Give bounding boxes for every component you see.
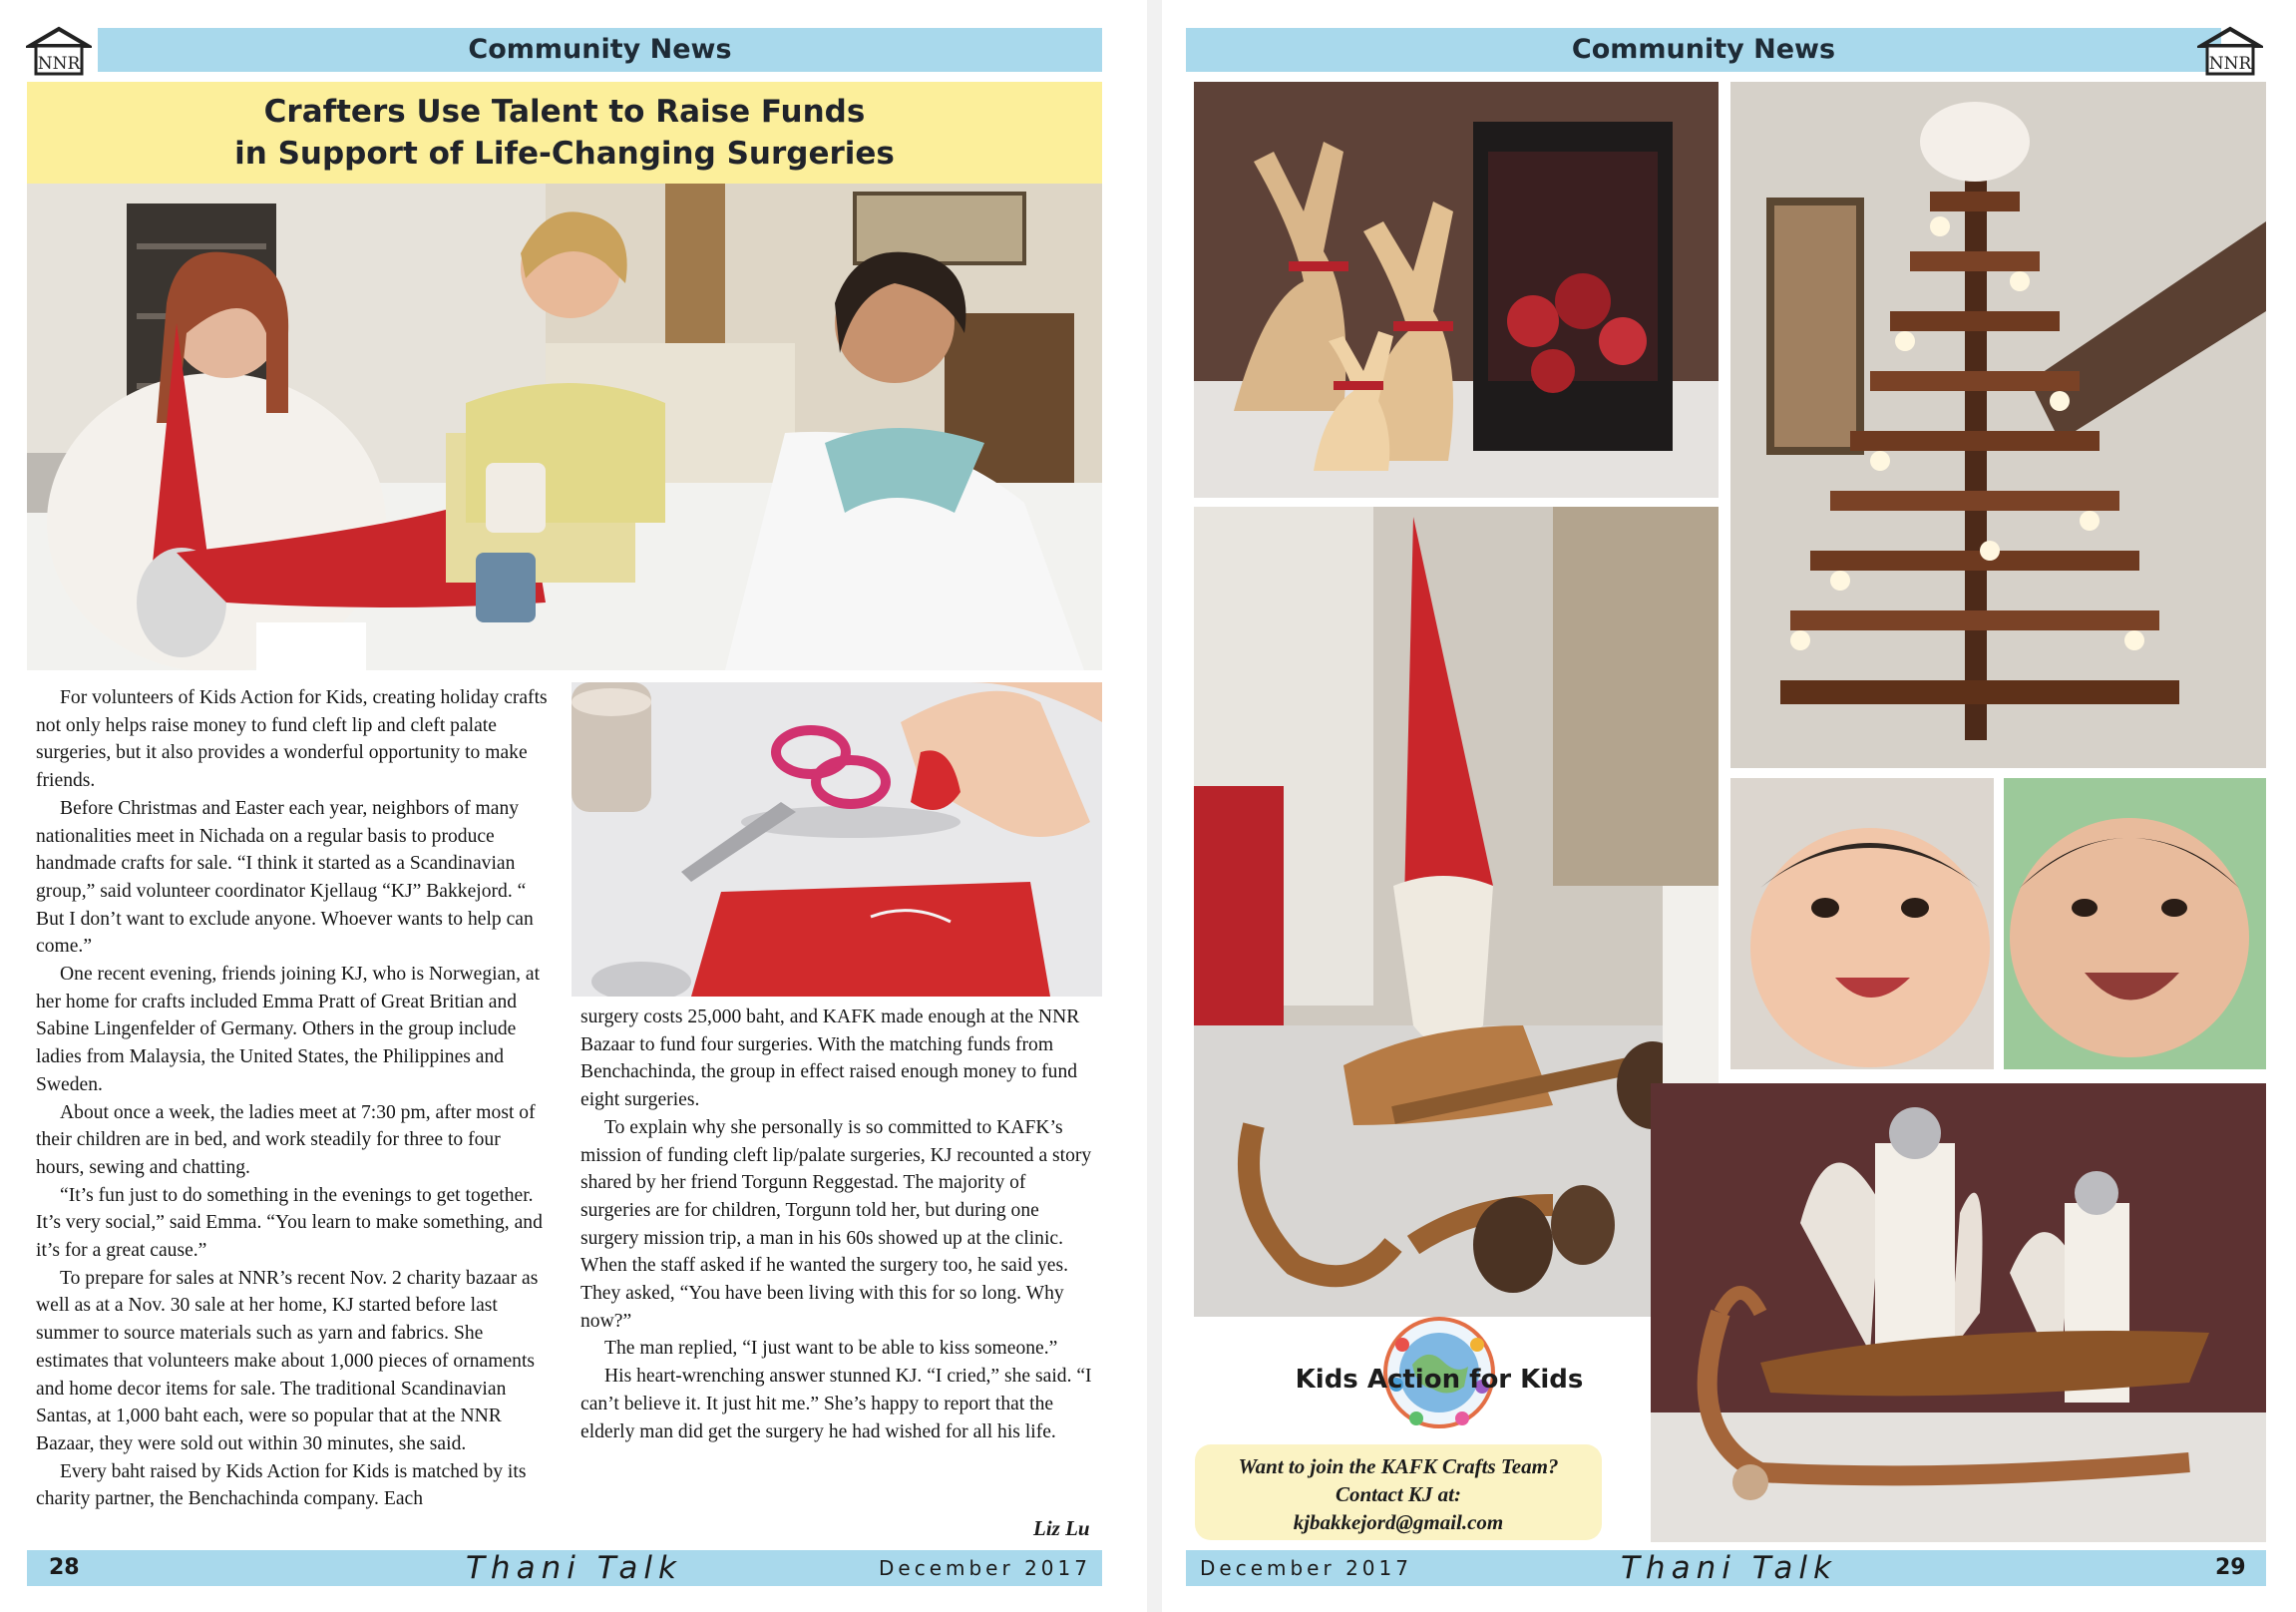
reindeer-photo xyxy=(1194,82,1719,498)
join-callout xyxy=(1195,1444,1602,1540)
left-page xyxy=(0,0,1147,1612)
paragraph: About once a week, the ladies meet at 7:30 pm, after most of their children are in bed, and work steadily for three to four hours, sewing and chatting. xyxy=(36,1101,536,1178)
section-title: Community News xyxy=(1571,34,1836,65)
paragraph: For volunteers of Kids Action for Kids, creating holiday crafts not only helps raise money to fund cleft lip and cleft palate surgeries, but it also provides a wonderful opportunity to make friends. xyxy=(36,687,548,792)
sewing-photo xyxy=(572,682,1102,997)
article-column-2 xyxy=(580,1004,1099,1445)
issue-date: December 2017 xyxy=(879,1556,1091,1580)
headline-box xyxy=(27,82,1102,184)
kafk-logo-text: Kids Action for Kids xyxy=(1295,1365,1584,1395)
paragraph: Every baht raised by Kids Action for Kids is matched by its charity partner, the Benchachinda company. Each xyxy=(36,1460,527,1510)
page-number: 29 xyxy=(2215,1555,2246,1580)
magazine-name: Thani Talk xyxy=(1621,1550,1837,1586)
main-photo-crafters xyxy=(27,184,1102,670)
wooden-tree-photo xyxy=(1730,82,2266,768)
children-photo xyxy=(1730,778,2266,1069)
headline-line-2: in Support of Life-Changing Surgeries xyxy=(234,136,895,172)
join-line-1: Want to join the KAFK Crafts Team? xyxy=(1238,1454,1559,1478)
nnr-logo xyxy=(2197,26,2263,76)
gnome-sled-photo xyxy=(1194,507,1719,1317)
paragraph-continuation: surgery costs 25,000 baht, and KAFK made enough at the NNR Bazaar to fund four surgeries. With the matching funds from Benchachinda, the group in effect raised enough money to fund eight surgeries. xyxy=(580,1007,1080,1111)
kafk-logo xyxy=(1275,1315,1604,1434)
footer-band xyxy=(27,1550,1102,1586)
paragraph: To prepare for sales at NNR’s recent Nov. 2 charity bazaar as well as at a Nov. 30 sale at her home, KJ started before last summer to source materials such as yarn and fabrics. She estimates that volunteers make about 1,000 pieces of ornaments and home decor items for sale. The traditional Scandinavian Santas, at 1,000 baht each, were so popular that at the NNR Bazaar, they were sold out within 30 minutes, she said. xyxy=(36,1267,539,1454)
svg-text:NNR: NNR xyxy=(2208,54,2252,74)
paragraph: “It’s fun just to do something in the evenings to get together. It’s very social,” said Emma. “You learn to make something, and it’s for a great cause.” xyxy=(36,1184,543,1262)
contact-email[interactable]: kjbakkejord@gmail.com xyxy=(1293,1510,1504,1534)
headline-line-1: Crafters Use Talent to Raise Funds xyxy=(263,94,866,130)
angels-sled-photo xyxy=(1651,1083,2266,1542)
article-column-1 xyxy=(36,684,551,1513)
issue-date: December 2017 xyxy=(1200,1556,1412,1580)
page-gutter xyxy=(1147,0,1162,1612)
page-number: 28 xyxy=(49,1555,80,1580)
byline: Liz Lu xyxy=(1033,1516,1090,1540)
nnr-logo xyxy=(26,26,92,76)
paragraph: To explain why she personally is so committed to KAFK’s mission of funding cleft lip/palate surgeries, KJ recounted a story shared by her friend Torgunn Reggestad. The majority of surgeries are for children, Torgunn told her, but during one surgery mission trip, a man in his 60s showed up at the clinic. When the staff asked if he wanted the surgery too, he said yes. They asked, “You have been living with this for so long. Why now?” xyxy=(580,1116,1092,1332)
svg-text:NNR: NNR xyxy=(37,54,81,74)
section-header xyxy=(1186,28,2221,72)
paragraph: The man replied, “I just want to be able to kiss someone.” xyxy=(604,1338,1058,1360)
magazine-name: Thani Talk xyxy=(466,1550,682,1586)
paragraph: One recent evening, friends joining KJ, who is Norwegian, at her home for crafts included Emma Pratt of Great Britian and Sabine Lingenfelder of Germany. Others in the group include ladies from Malaysia, the United States, the Philippines and Sweden. xyxy=(36,964,541,1095)
section-title: Community News xyxy=(468,34,732,65)
section-header xyxy=(98,28,1102,72)
paragraph: His heart-wrenching answer stunned KJ. “I cried,” she said. “I can’t believe it. It just hit me.” She’s happy to report that the elderly man did get the surgery he had wished for all his life. xyxy=(580,1366,1092,1442)
footer-band xyxy=(1186,1550,2266,1586)
join-line-2: Contact KJ at: xyxy=(1335,1482,1461,1506)
paragraph: Before Christmas and Easter each year, neighbors of many nationalities meet in Nichada on a regular basis to produce handmade crafts for sale. “I think it started as a Scandinavian group,” said volunteer coordinator Kjellaug “KJ” Bakkejord. “ But I don’t want to exclude anyone. Whoever wants to help can come.” xyxy=(36,797,534,958)
